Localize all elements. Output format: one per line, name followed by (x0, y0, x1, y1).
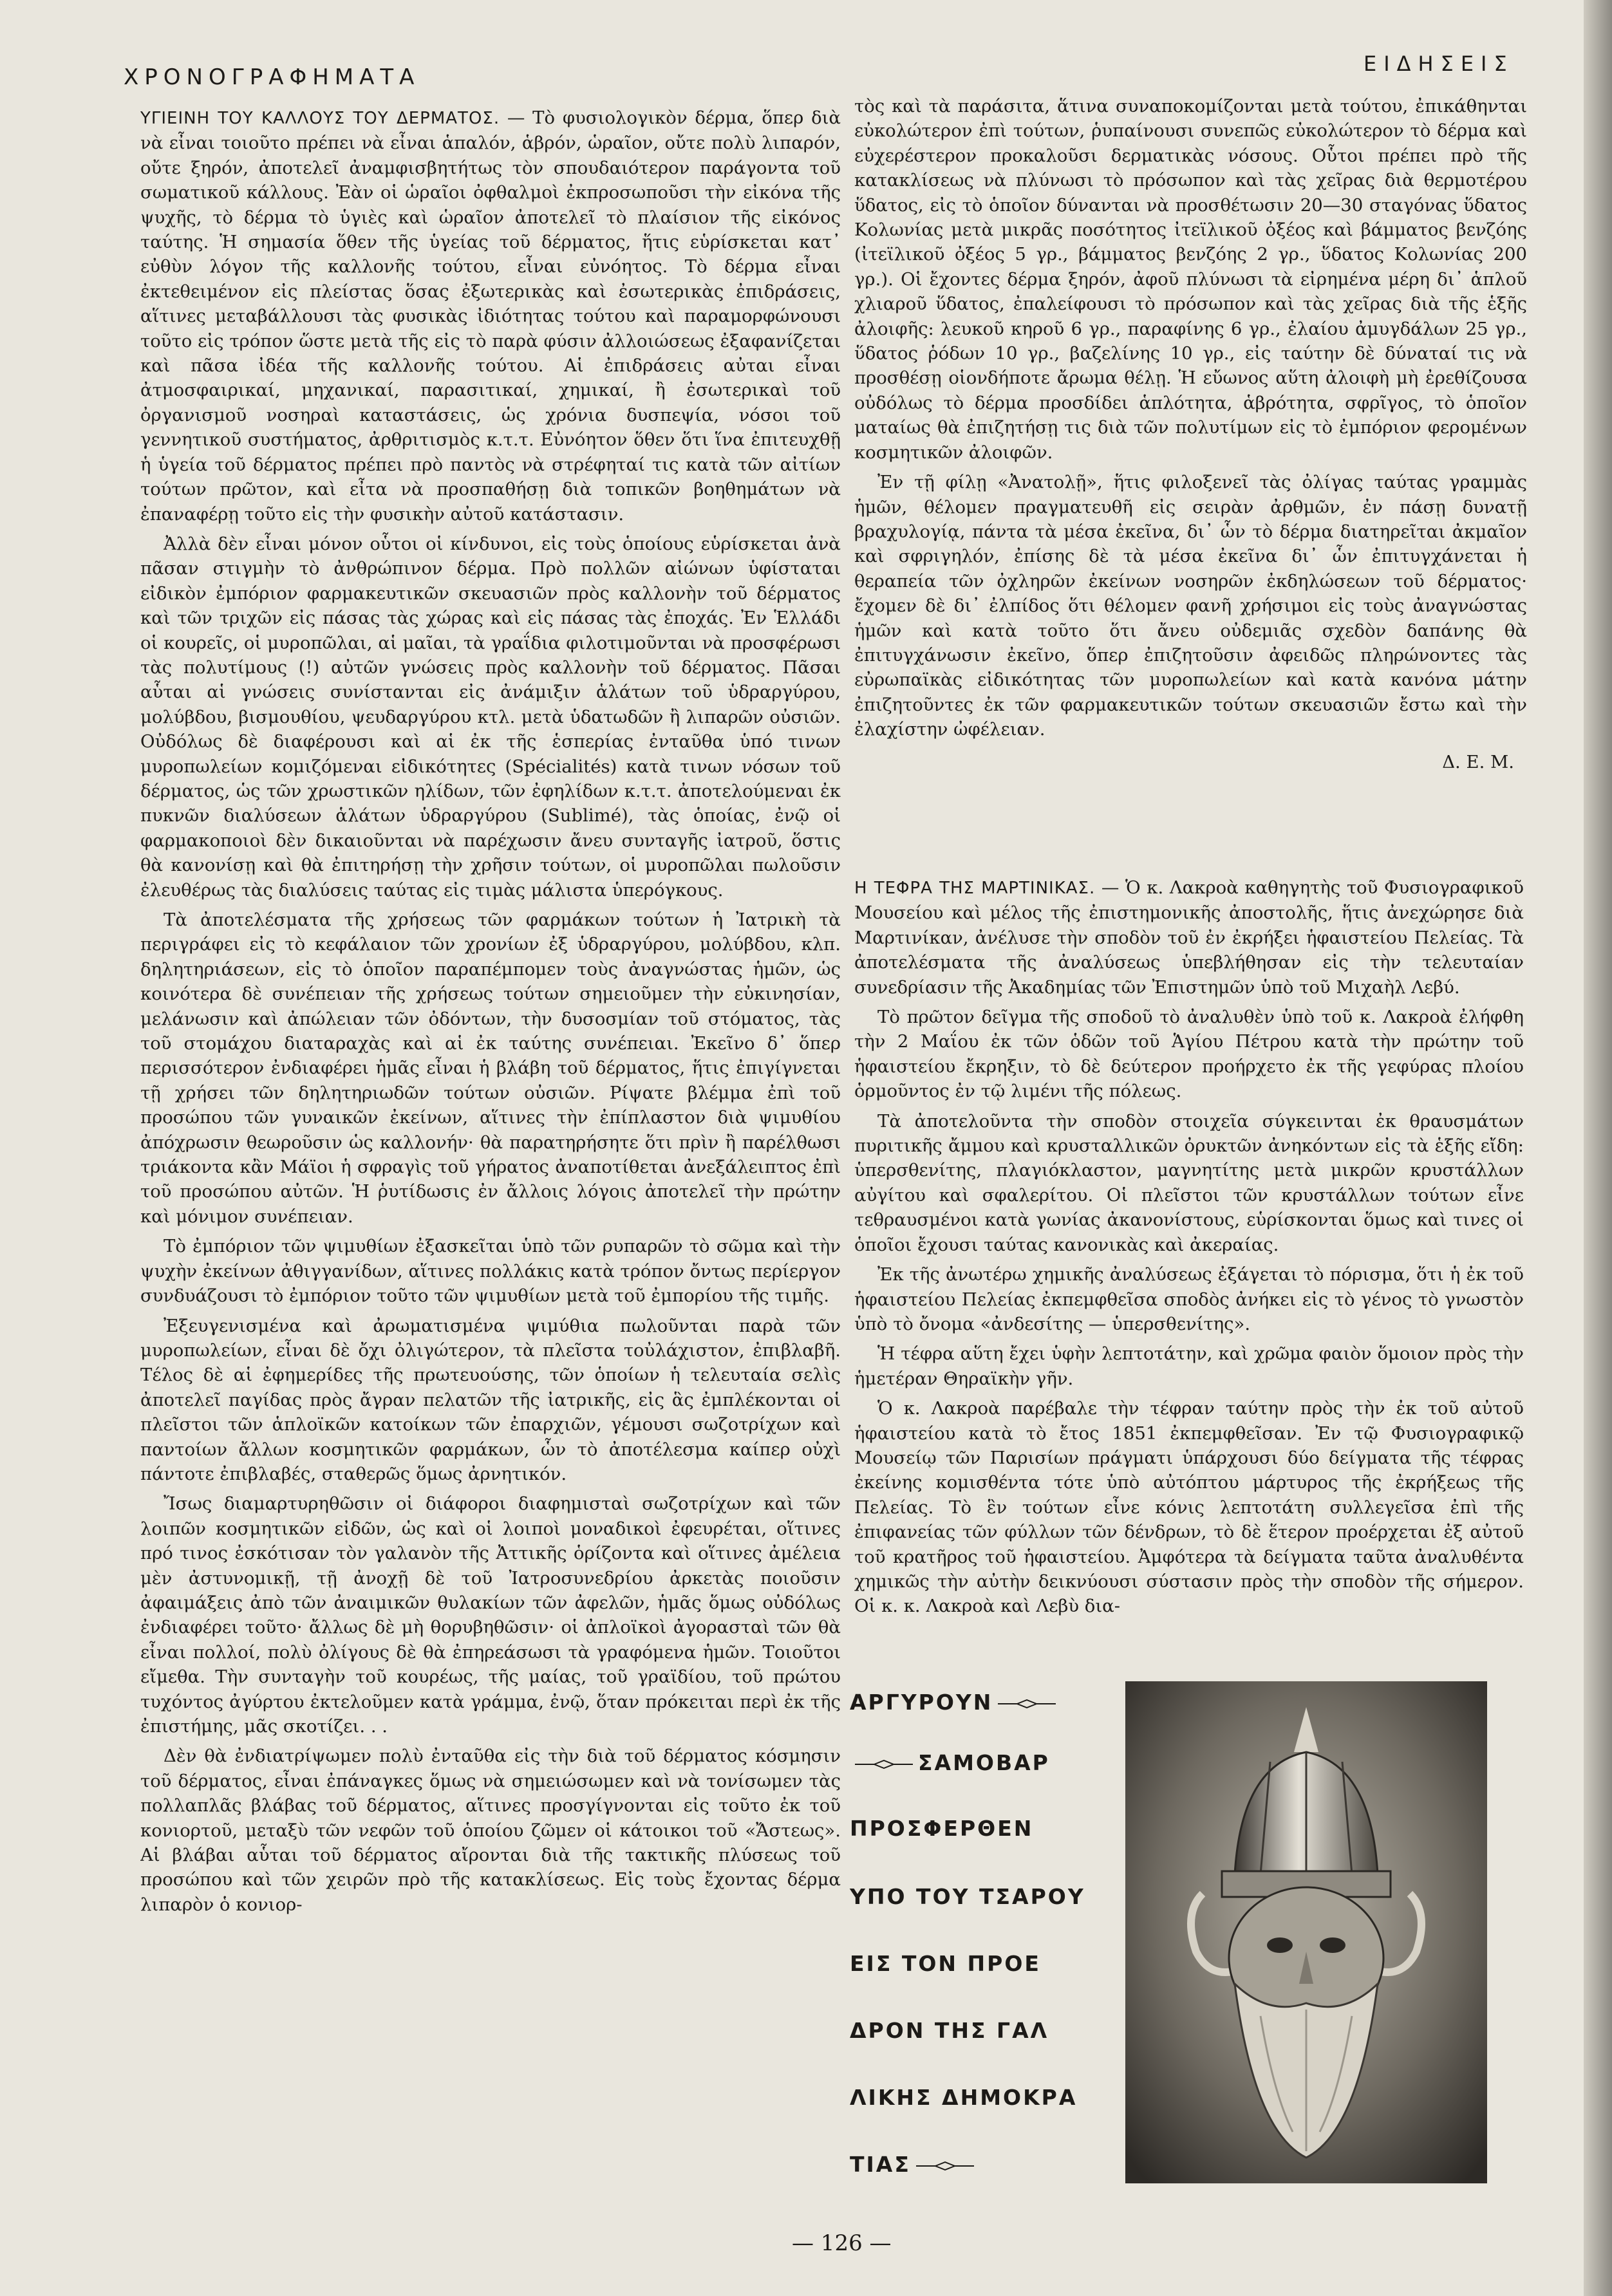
advert-line: ΣΑΜΟΒΑΡ (850, 1750, 1050, 1775)
article-title: ΥΓΙΕΙΝΗ ΤΟΥ ΚΑΛΛΟΥΣ ΤΟΥ ΔΕΡΜΑΤΟΣ. (140, 109, 500, 128)
advert-line: ΛΙΚΗΣ ΔΗΜΟΚΡΑ (850, 2085, 1078, 2110)
advert-line: ΑΡΓΥΡΟΥΝ (850, 1690, 1061, 1715)
advert-line: ΔΡΟΝ ΤΗΣ ΓΑΛ (850, 2018, 1049, 2043)
article-paragraph: Ἐν τῇ φίλῃ «Ἀνατολῇ», ἥτις φιλοξενεῖ τὰς ὀλίγας ταύτας γραμμὰς ἡμῶν, θέλομεν πραγματευθῆ εἰς σειρὰν ἀρθμῶν, ἐν πάσῃ δυνατῇ βραχυλογίᾳ, πάντα τὰ μέσα ἐκεῖνα, δι᾿ ὧν τὸ δέρμα διατηρεῖται ἀκμαῖον καὶ σφριγηλόν, ἐπίσης δὲ τὰ μέσα ἐκεῖνα δι᾿ ὧν ἐπιτυγχάνεται ἡ θεραπεία τῶν ὀχληρῶν ἐκείνων νοσηρῶν ἐκδηλώσεων τοῦ δέρματος· ἔχομεν δὲ δι᾿ ἐλπίδος ὅτι θέλομεν φανῆ χρήσιμοι εἰς τοὺς ἀναγνώστας ἡμῶν καὶ κατὰ τοῦτο ὅτι ἄνευ οὐδεμιᾶς σχεδὸν δαπάνης θὰ ἐπιτυγχάνωσιν ἐκεῖνο, ὅπερ ἐπιζητοῦσιν ἀφειδῶς πληρώνοντες τὰς εὐρωπαϊκὰς εἰδικότητας τῶν μυροπωλείων καὶ κατὰ κανόνα μάτην ἐπιζητοῦντες ἐκ τῶν φαρμακευτικῶν τούτων σκευασιῶν ἔστω καὶ τὴν ἐλαχίστην ὠφέλειαν. (854, 472, 1527, 740)
advert-line: ΥΠΟ ΤΟΥ ΤΣΑΡΟΥ (850, 1884, 1085, 1909)
running-header-right: ΕΙΔΗΣΕΙΣ (1364, 51, 1514, 76)
article-paragraph: Η ΤΕΦΡΑ ΤΗΣ ΜΑΡΤΙΝΙΚΑΣ. — Ὁ κ. Λακροὰ καθηγητὴς τοῦ Φυσιογραφικοῦ Μουσείου καὶ μέλος τῆς ἐπιστημονικῆς ἀποστολῆς, ἥτις ἀνεχώρησε διὰ Μαρτινίκαν, ἀνέλυσε τὴν σποδὸν τοῦ ἐν ἐκρήξει ἡφαιστείου Πελείας. Τὰ ἀποτελέσματα τῆς ἀναλύσεως ὑπεβλήθησαν εἰς τὴν τελευταίαν συνεδρίασιν τῆς Ἀκαδημίας τῶν Ἐπιστημῶν ὑπὸ τοῦ Μιχαὴλ Λεβύ. (854, 877, 1524, 998)
article-paragraph: Δὲν θὰ ἐνδιατρίψωμεν πολὺ ἐνταῦθα εἰς τὴν διὰ τοῦ δέρματος κόσμησιν τοῦ δέρματος, εἶναι ἐπάναγκες ὅμως νὰ σημειώσωμεν καὶ νὰ τονίσωμεν τὰς πολλαπλᾶς βλάβας τοῦ δέρματος, αἵτινες προσγίγνονται εἰς τοῦτο ἐκ τοῦ κονιορτοῦ, μεταξὺ τῶν νεφῶν τοῦ ὁποίου ζῶμεν οἱ κάτοικοι τοῦ «Ἄστεως». Αἱ βλάβαι αὗται τοῦ δέρματος αἴρονται διὰ τῆς τακτικῆς πλύσεως τοῦ προσώπου καὶ τῶν χειρῶν πρὸ τῆς κατακλίσεως. Εἰς τοὺς ἔχοντας δέρμα λιπαρὸν ὁ κονιορ- (140, 1746, 841, 1915)
page-gutter-shadow (1584, 0, 1612, 2296)
samovar-head-icon (1125, 1681, 1487, 2183)
ornament-icon (855, 1760, 913, 1769)
right-column-article2 (854, 875, 1524, 1680)
samovar-illustration (1125, 1681, 1487, 2183)
article-paragraph: Ὁ κ. Λακροὰ παρέβαλε τὴν τέφραν ταύτην πρὸς τὴν ἐκ τοῦ αὐτοῦ ἡφαιστείου κατὰ τὸ ἔτος 1851 ἐκπεμφθεῖσαν. Ἐν τῷ Φυσιογραφικῷ Μουσείῳ τῶν Παρισίων πράγματι ὑπάρχουσι δύο δείγματα τῆς τέφρας ἐκείνης κομισθέντα τότε ὑπὸ αὐτόπτου μάρτυρος τῆς ἐκρήξεως τῆς Πελείας. Τὸ ἓν τούτων εἶνε κόνις λεπτοτάτη συλλεγεῖσα ἐπὶ τῆς ἐπιφανείας τῶν φύλλων τῶν δένδρων, τὸ δὲ ἕτερον προέρχεται ἐξ αὐτοῦ τοῦ κρατῆρος τοῦ ἡφαιστείου. Ἀμφότερα τὰ δείγματα ταῦτα ἀναλυθέντα χημικῶς τὴν αὐτὴν δεικνύουσι σύστασιν πρὸς τὴν σποδὸν τῆς σήμερον. Οἱ κ. κ. Λακροὰ καὶ Λεβὺ δια- (854, 1398, 1524, 1617)
article-paragraph: ΥΓΙΕΙΝΗ ΤΟΥ ΚΑΛΛΟΥΣ ΤΟΥ ΔΕΡΜΑΤΟΣ. — Τὸ φυσιολογικὸν δέρμα, ὅπερ διὰ νὰ εἶναι τοιοῦτο πρέπει νὰ εἶναι ἁπαλόν, ἁβρόν, ὡραῖον, οὔτε πολὺ λιπαρόν, οὔτε ξηρόν, ἀποτελεῖ ἀναμφισβητήτως τὸν σπουδαιότερον παράγοντα τοῦ σωματικοῦ κάλλους. Ἐὰν οἱ ὡραῖοι ὀφθαλμοὶ ἐκπροσωποῦσι τὴν εἰκόνα τῆς ψυχῆς, τὸ δέρμα τὸ ὑγιὲς καὶ ὡραῖον ἀποτελεῖ τὸ πλαίσιον τῆς εἰκόνος ταύτης. Ἡ σημασία ὅθεν τῆς ὑγείας τοῦ δέρματος, ἥτις εὑρίσκεται κατ᾿ εὐθὺν λόγον τῆς καλλονῆς τούτου, εἶναι εὐνόητος. Τὸ δέρμα εἶναι ἐκτεθειμένον εἰς πλείστας ὅσας ἐξωτερικὰς καὶ ἐσωτερικὰς ἐπιδράσεις, αἵτινες μεταβάλλουσι τὰς φυσικὰς ἰδιότητας τούτου καὶ παραμορφώνουσι τοῦτο εἰς τρόπον ὥστε μετὰ τῆς εἰς τὸ παρὰ φύσιν ἀλλοιώσεως ἐξαφανίζεται καὶ πᾶσα ἰδέα τῆς καλλονῆς τούτου. Αἱ ἐπιδράσεις αὐται εἶναι ἀτμοσφαιρικαί, μηχανικαί, παρασιτικαί, χημικαί, ἢ ἐσωτερικαὶ τοῦ ὀργανισμοῦ νοσηραὶ καταστάσεις, ὡς χρόνια δυσπεψία, νόσοι τοῦ γεννητικοῦ συστήματος, ἀρθριτισμὸς κ.τ.τ. Εὐνόητον ὅθεν ὅτι ἵνα ἐπιτευχθῇ ἡ ὑγεία τοῦ δέρματος πρέπει πρὸ παντὸς νὰ στρέφηταί τις κατὰ τῶν αἰτίων τούτων πρῶτον, καὶ εἶτα νὰ προσπαθήσῃ διὰ τοπικῶν βοηθημάτων νὰ ἐπαναφέρῃ τοῦτο εἰς τὴν φυσικὴν αὐτοῦ κατάστασιν. (140, 107, 841, 525)
article-paragraph: Ἐκ τῆς ἀνωτέρω χημικῆς ἀναλύσεως ἐξάγεται τὸ πόρισμα, ὅτι ἡ ἐκ τοῦ ἡφαιστείου Πελείας ἐκπεμφθεῖσα σποδὸς ἀνήκει εἰς τὸ γένος τὸ γνωστὸν ὑπὸ τὸ ὄνομα «ἀνδεσίτης — ὑπερσθενίτης». (854, 1264, 1524, 1334)
ornament-icon (998, 1699, 1056, 1708)
page-number: — 126 — (792, 2230, 892, 2256)
article-title: Η ΤΕΦΡΑ ΤΗΣ ΜΑΡΤΙΝΙΚΑΣ. (854, 879, 1096, 898)
article-paragraph: Ἀλλὰ δὲν εἶναι μόνον οὗτοι οἱ κίνδυνοι, εἰς τοὺς ὁποίους εὑρίσκεται ἀνὰ πᾶσαν στιγμὴν τὸ ἀνθρώπινον δέρμα. Πρὸ πολλῶν αἰώνων ὑφίσταται εἰδικὸν ἐμπόριον φαρμακευτικῶν σκευασιῶν πρὸς καλλονὴν τοῦ δέρματος καὶ τῶν τριχῶν εἰς πάσας τὰς χώρας καὶ εἰς πάσας τὰς ἐποχάς. Ἐν Ἑλλάδι οἱ κουρεῖς, οἱ μυροπῶλαι, αἱ μαῖαι, τὰ γραΐδια φιλοτιμοῦνται νὰ προσφέρωσι τὰς πολυτίμους (!) αὐτῶν γνώσεις πρὸς καλλονὴν τοῦ δέρματος. Πᾶσαι αὗται αἱ γνώσεις συνίστανται εἰς ἀνάμιξιν ἁλάτων τοῦ ὑδραργύρου, μολύβδου, βισμουθίου, ψευδαργύρου κτλ. μετὰ ὑδατωδῶν ἢ λιπαρῶν οὐσιῶν. Οὐδόλως δὲ διαφέρουσι καὶ αἱ ἐκ τῆς ἑσπερίας ἐνταῦθα ὑπό τινων μυροπωλείων κομιζόμεναι εἰδικότητες (Spécialités) κατὰ τινων νόσων τοῦ δέρματος, ὡς τῶν χρωστικῶν ηλίδων, τῶν ἐφηλίδων κ.τ.τ. ἀποτελούμεναι ἐκ πυκνῶν διαλύσεων ἁλάτων ὑδραργύρου (Sublimé), τὰς ὁποίας, ἐνῷ οἱ φαρμακοποιοὶ δὲν δικαιοῦνται νὰ παρέχωσιν ἄνευ συνταγῆς ἰατροῦ, ὅστις θὰ κανονίσῃ καὶ θὰ ἐπιτηρήσῃ τὴν χρῆσιν τούτων, οἱ μυροπῶλαι πωλοῦσιν ἐλευθέρως τὰς διαλύσεις ταύτας εἰς τιμὰς μάλιστα ὑπερόγκους. (140, 533, 841, 901)
article-paragraph: Τὸ πρῶτον δεῖγμα τῆς σποδοῦ τὸ ἀναλυθὲν ὑπὸ τοῦ κ. Λακροὰ ἐλήφθη τὴν 2 Μαΐου ἐκ τῶν ὁδῶν τοῦ Ἁγίου Πέτρου κατὰ τὴν πρώτην τοῦ ἡφαιστείου ἔκρηξιν, τὸ δὲ δεύτερον προήρχετο ἐκ τῆς γεφύρας πλοίου ὁρμοῦντος ἐν τῷ λιμένι τῆς πόλεως. (854, 1007, 1524, 1102)
article-paragraph: Τὰ ἀποτελοῦντα τὴν σποδὸν στοιχεῖα σύγκεινται ἐκ θραυσμάτων πυριτικῆς ἄμμου καὶ κρυσταλλικῶν ὀρυκτῶν ἀνηκόντων εἰς τὰ ἑξῆς εἴδη: ὑπερσθενίτης, πλαγιόκλαστον, μαγνητίτης μετὰ μικρῶν κρυστάλλων αὐγίτου καὶ σφαλερίτου. Οἱ πλεῖστοι τῶν κρυστάλλων τούτων εἶνε τεθραυσμένοι κατὰ γωνίας ἀκανονίστους, εὑρίσκονται ὅμως καὶ τινες οἱ ὁποῖοι ἔχουσι ταύτας κανονικὰς καὶ ἀκεραίας. (854, 1110, 1524, 1255)
advert-line: ΤΙΑΣ (850, 2152, 979, 2177)
right-column-top (854, 94, 1527, 1008)
ornament-icon (916, 2161, 974, 2170)
article-signature: Δ. Ε. Μ. (1442, 751, 1514, 772)
article-paragraph: Τὰ ἀποτελέσματα τῆς χρήσεως τῶν φαρμάκων τούτων ἡ Ἰατρικὴ τὰ περιγράφει εἰς τὸ κεφάλαιον τῶν χρονίων ἐξ ὑδραργύρου, μολύβδου, κλπ. δηλητηριάσεων, εἰς τὸ ὁποῖον παραπέμπομεν τοὺς ἀναγνώστας ἡμῶν, ὡς κοινότερα δὲ συνέπειαν τῆς χρήσεως τούτων σημειοῦμεν τὴν εὐκινησίαν, μελάνωσιν καὶ ἀπώλειαν τῶν ὀδόντων, τὴν δυσοσμίαν τοῦ στόματος, τὰς τοῦ στομάχου διαταραχὰς καὶ αἱ ἐκ ταύτης συνέπειαι. Ἐκεῖνο δ᾿ ὅπερ περισσότερον ἐνδιαφέρει ἡμᾶς εἶναι ἡ βλάβη τοῦ δέρματος, ἥτις ἐπιγίγνεται τῇ χρήσει τῶν δηλητηριωδῶν τούτων οὐσιῶν. Ρίψατε βλέμμα ἐπὶ τοῦ προσώπου τῶν γυναικῶν ἐκείνων, αἵτινες τὴν ἐπίπλαστον διὰ ψιμυθίου ἀπόχρωσιν θεωροῦσιν ὡς καλλονήν· θὰ παρατηρήσητε ὅτι πρὶν ἢ παρέλθωσι τριάκοντα κἂν Μάϊοι ἡ σφραγὶς τοῦ γήρατος ἀναποτίθεται ἀνεξάλειπτος ἐπὶ τοῦ προσώπου αὐτῶν. Ἡ ῥυτίδωσις ἐν ἄλλοις λόγοις ἀποτελεῖ τὴν πρώτην καὶ μόνιμον συνέπειαν. (140, 910, 841, 1227)
left-column (140, 106, 841, 2191)
advert-caption (850, 1690, 1133, 2192)
article-paragraph: Ἴσως διαμαρτυρηθῶσιν οἱ διάφοροι διαφημισταὶ σωζοτρίχων καὶ τῶν λοιπῶν κοσμητικῶν εἰδῶν, ὡς καὶ οἱ λοιποὶ μοναδικοὶ ἐφευρέται, οἵτινες πρό τινος ἐσκότισαν τὸν γαλανὸν τῆς Ἀττικῆς ὁρίζοντα καὶ οἵτινες ἀμέλεια μὲν ἀστυνομικῇ, τῇ ἀνοχῇ δὲ τοῦ Ἰατροσυνεδρίου ἀρκετὰς ποιοῦσιν ἀφαιμάξεις ἀπὸ τῶν ἀναιμικῶν θυλακίων τῶν ἀφελῶν, ἡμᾶς ὅμως οὐδόλως ἐνδιαφέρει τοῦτο· ἄλλως δὲ μὴ θορυβηθῶσιν· οἱ ἀπλοϊκοὶ ἀγορασταὶ τῶν θὰ εἶναι πολλοί, πολὺ ὀλίγους δὲ θὰ ἐπηρεάσωσι τὰ γραφόμενα ἡμῶν. Τοιοῦτοι εἴμεθα. Τὴν συνταγὴν τοῦ κουρέως, τῆς μαίας, τοῦ γραϊδίου, τοῦ πρώτου τυχόντος ἀγύρτου ἐκτελοῦμεν κατὰ γράμμα, ἐνῷ, ὅταν πρόκειται περὶ ἐκ τῆς ἐπιστήμης, μᾶς σκοτίζει. . . (140, 1493, 841, 1737)
article-paragraph: Ἡ τέφρα αὕτη ἔχει ὑφὴν λεπτοτάτην, καὶ χρῶμα φαιὸν ὅμοιον πρὸς τὴν ἡμετέραν Θηραϊκὴν γῆν. (854, 1343, 1524, 1389)
article-paragraph: τὸς καὶ τὰ παράσιτα, ἅτινα συναποκομίζονται μετὰ τούτου, ἐπικάθηνται εὐκολώτερον ἐπὶ τούτων, ῥυπαίνουσι συνεπῶς εὐκολώτερον τὸ δέρμα καὶ εὐχερέστερον προκαλοῦσι δερματικὰς νόσους. Οὗτοι πρέπει πρὸ τῆς κατακλίσεως νὰ πλύνωσι τὸ πρόσωπον καὶ τὰς χεῖρας διὰ θερμοτέρου ὕδατος, εἰς τὸ ὁποῖον δύνανται νὰ προσθέτωσιν 20—30 σταγόνας ὕδατος Κολωνίας μετὰ μικρᾶς ποσότητος ἰτεϊλικοῦ ὀξέος καὶ βάμματος βενζόης (ἰτεϊλικοῦ ὀξέος 5 γρ., βάμματος βενζόης 2 γρ., ὕδατος Κολωνίας 200 γρ.). Οἱ ἔχοντες δέρμα ξηρόν, ἀφοῦ πλύνωσι τὰ εἰρημένα μέρη δι᾿ ἁπλοῦ χλιαροῦ ὕδατος, ἐπαλείφουσι τὸ πρόσωπον καὶ τὰς χεῖρας διὰ τῆς ἑξῆς ἀλοιφῆς: λευκοῦ κηροῦ 6 γρ., παραφίνης 6 γρ., ἐλαίου ἀμυγδάλων 25 γρ., ὕδατος ῥόδων 10 γρ., βαζελίνης 10 γρ., εἰς ταύτην δὲ δύναταί τις νὰ προσθέσῃ οἱονδήποτε ἄρωμα θέλῃ. Ἡ εὔωνος αὕτη ἀλοιφὴ μὴ ἐρεθίζουσα οὐδόλως τὸ δέρμα προσδίδει ἁπλότητα, ἁβρότητα, σφρῖγος, τὸ ὁποῖον ματαίως θὰ ἐπιζητήσῃ τις διὰ τῶν πολυτίμων εἰς τὸ ἐμπόριον φερομένων κοσμητικῶν ἀλοιφῶν. (854, 96, 1527, 463)
advert-line: ΕΙΣ ΤΟΝ ΠΡΟΕ (850, 1951, 1041, 1976)
article-paragraph: Ἐξευγενισμένα καὶ ἀρωματισμένα ψιμύθια πωλοῦνται παρὰ τῶν μυροπωλείων, εἶναι δὲ ὄχι ὀλιγώτερον, τὰ πλεῖστα τοὐλάχιστον, ἐπιβλαβῆ. Τέλος δὲ αἱ ἐφημερίδες τῆς πρωτευούσης, τῶν ὁποίων ἡ τελευταία σελὶς ἀποτελεῖ παγίδας πρὸς ἄγραν πελατῶν τῆς ἰατρικῆς, εἰς ἃς ἐμπλέκονται οἱ πλεῖστοι τῶν ἁπλοϊκῶν κατοίκων τῶν ἐπαρχιῶν, γέμουσι σωζοτρίχων καὶ παντοίων ἄλλων κοσμητικῶν φαρμάκων, ὧν τὸ ἀποτέλεσμα καίπερ οὐχὶ πάντοτε ἐπιβλαβές, σταθερῶς ὅμως ἀρνητικόν. (140, 1315, 841, 1484)
article-paragraph: Τὸ ἐμπόριον τῶν ψιμυθίων ἐξασκεῖται ὑπὸ τῶν ρυπαρῶν τὸ σῶμα καὶ τὴν ψυχὴν ἐκείνων ἀθιγγανίδων, αἵτινες πολλάκις κατὰ τρόπον ὄντως περίεργον συνδυάζουσι τὸ ἐμπόριον τοῦτο τῶν ψιμυθίων μετὰ τοῦ ἐμπορίου τῆς τιμῆς. (140, 1236, 841, 1307)
running-header-left: ΧΡΟΝΟΓΡΑΦΗΜΑΤΑ (124, 64, 420, 90)
advert-line: ΠΡΟΣΦΕΡΘΕΝ (850, 1816, 1034, 1841)
